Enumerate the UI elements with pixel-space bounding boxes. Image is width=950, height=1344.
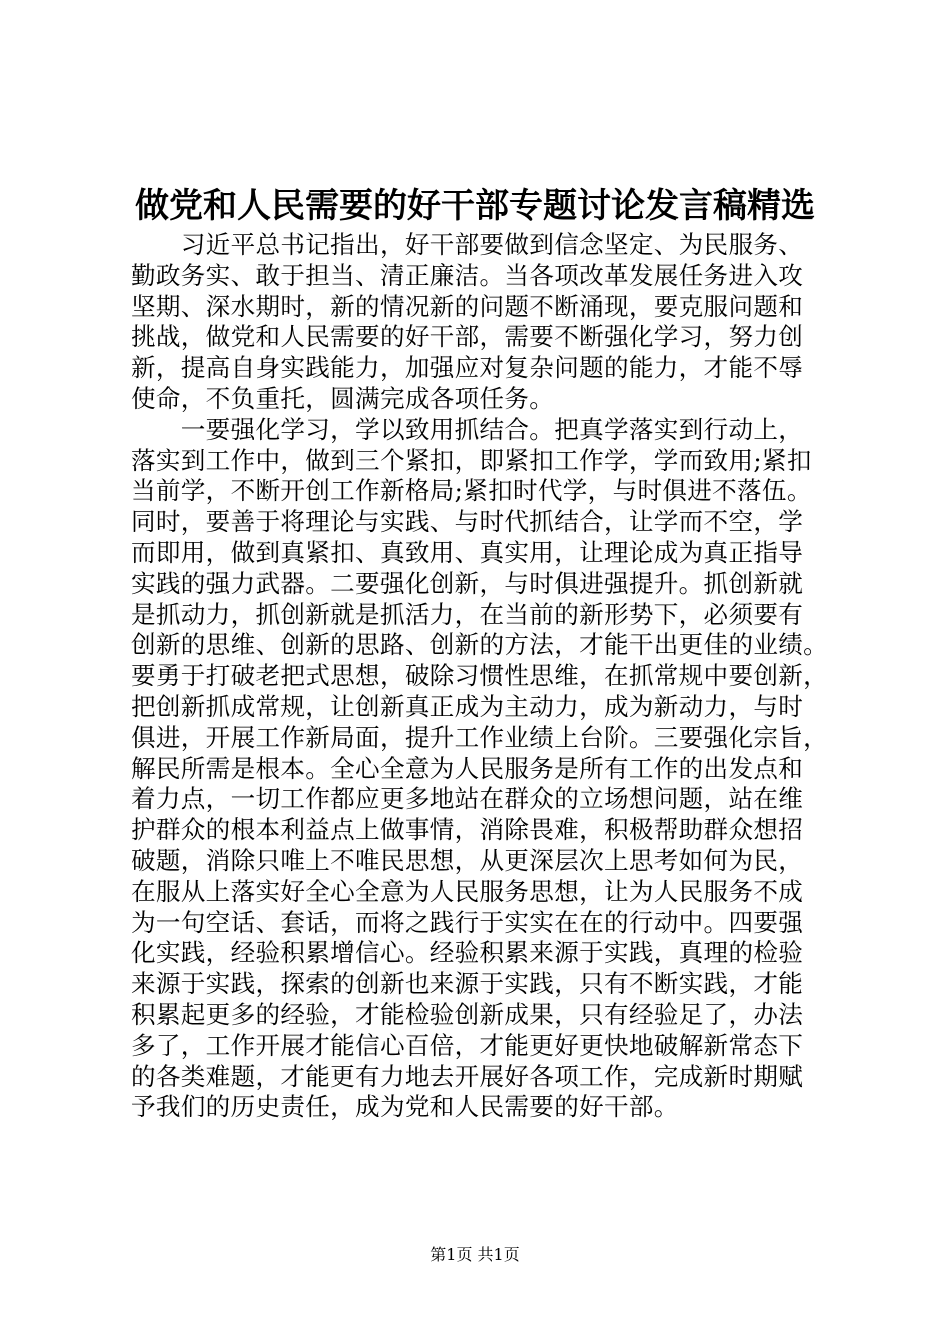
body-line: 的各类难题，才能更有力地去开展好各项工作，完成新时期赋 [131,1061,804,1091]
body-line: 着力点，一切工作都应更多地站在群众的立场想问题，站在维 [131,784,804,814]
body-line: 在服从上落实好全心全意为人民服务思想，让为人民服务不成 [131,876,804,906]
body-line: 为一句空话、套话，而将之践行于实实在在的行动中。四要强 [131,907,804,937]
body-line: 把创新抓成常规，让创新真正成为主动力，成为新动力，与时 [131,691,804,721]
body-line: 坚期、深水期时，新的情况新的问题不断涌现，要克服问题和 [131,291,804,321]
page-footer: 第1页 共1页 [430,1245,520,1264]
body-line: 解民所需是根本。全心全意为人民服务是所有工作的出发点和 [131,753,804,783]
body-line: 俱进，开展工作新局面，提升工作业绩上台阶。三要强化宗旨， [131,722,829,752]
body-line: 予我们的历史责任，成为党和人民需要的好干部。 [131,1092,679,1122]
body-line: 创新的思维、创新的思路、创新的方法，才能干出更佳的业绩。 [131,630,829,660]
body-line: 破题，消除只唯上不唯民思想，从更深层次上思考如何为民， [131,845,804,875]
body-line: 是抓动力，抓创新就是抓活力，在当前的新形势下，必须要有 [131,599,804,629]
body-line: 挑战，做党和人民需要的好干部，需要不断强化学习，努力创 [131,322,804,352]
body-line: 化实践，经验积累增信心。经验积累来源于实践，真理的检验 [131,938,804,968]
body-line: 多了，工作开展才能信心百倍，才能更好更快地破解新常态下 [131,1030,804,1060]
body-line: 而即用，做到真紧扣、真致用、真实用，让理论成为真正指导 [131,537,804,567]
body-line: 要勇于打破老把式思想，破除习惯性思维，在抓常规中要创新， [131,661,829,691]
body-line: 勤政务实、敢于担当、清正廉洁。当各项改革发展任务进入攻 [131,260,804,290]
body-line: 当前学，不断开创工作新格局;紧扣时代学，与时俱进不落伍。 [131,476,812,506]
body-line: 来源于实践，探索的创新也来源于实践，只有不断实践，才能 [131,969,804,999]
body-line: 积累起更多的经验，才能检验创新成果，只有经验足了，办法 [131,999,804,1029]
body-line: 使命，不负重托，圆满完成各项任务。 [131,383,555,413]
body-line: 一要强化学习，学以致用抓结合。把真学落实到行动上， [131,414,804,444]
body-line: 同时，要善于将理论与实践、与时代抓结合，让学而不空，学 [131,507,804,537]
body-line: 新，提高自身实践能力，加强应对复杂问题的能力，才能不辱 [131,353,804,383]
document-title: 做党和人民需要的好干部专题讨论发言稿精选 [135,186,815,226]
body-line: 护群众的根本利益点上做事情，消除畏难，积极帮助群众想招 [131,815,804,845]
document-body [131,230,828,1123]
body-line: 习近平总书记指出，好干部要做到信念坚定、为民服务、 [131,230,804,259]
body-line: 落实到工作中，做到三个紧扣，即紧扣工作学，学而致用;紧扣 [131,445,812,475]
body-line: 实践的强力武器。二要强化创新，与时俱进强提升。抓创新就 [131,568,804,598]
